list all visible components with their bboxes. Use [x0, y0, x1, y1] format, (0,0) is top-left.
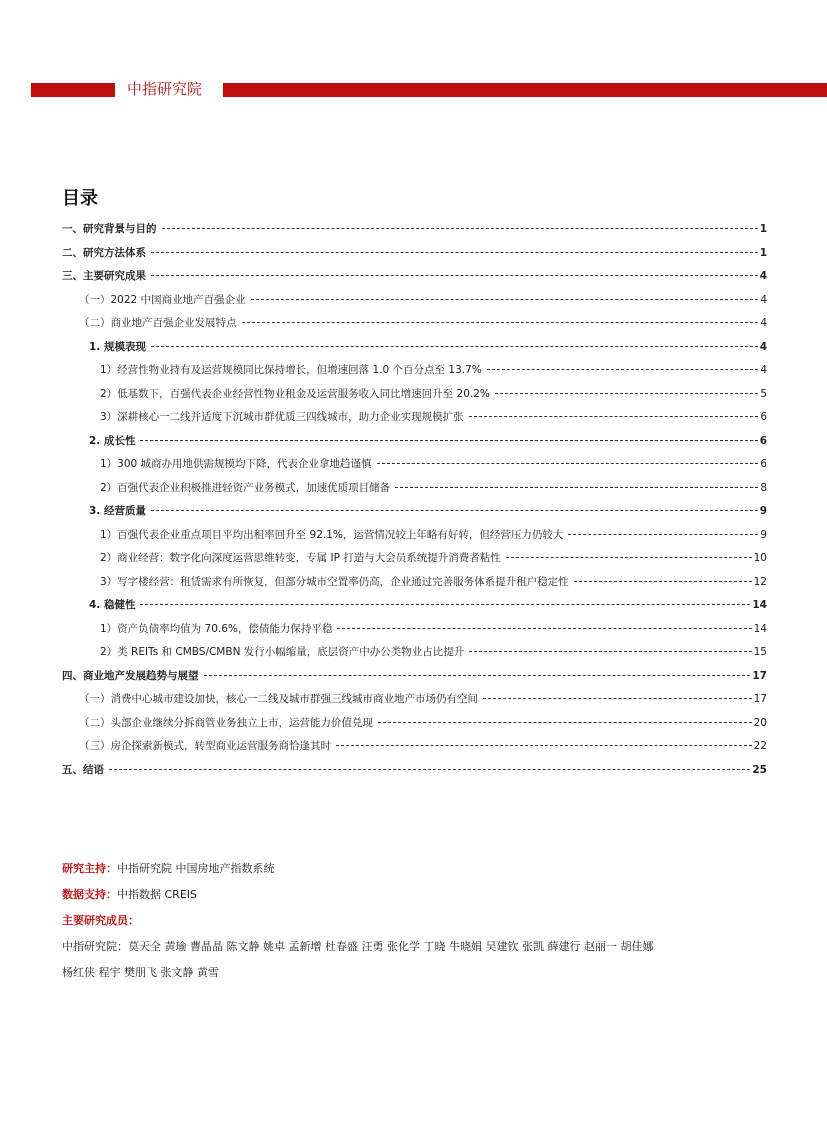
- toc-leader-dots: [151, 346, 758, 347]
- toc-leader-dots: [162, 228, 758, 229]
- page-header: [0, 80, 827, 98]
- toc-entry[interactable]: [62, 762, 767, 786]
- toc-entry[interactable]: [62, 644, 767, 668]
- members-line-2: 杨红侠 程宇 樊朋飞 张文静 黄雪: [62, 966, 219, 979]
- toc-entry[interactable]: [62, 292, 767, 316]
- toc-page-number: 4: [760, 293, 767, 306]
- toc-entry[interactable]: [62, 480, 767, 504]
- toc-leader-dots: [495, 393, 758, 394]
- research-host-value: 中指研究院 中国房地产指数系统: [117, 862, 275, 875]
- toc-entry-title: 3. 经营质量: [89, 505, 146, 517]
- toc-entry-title: 1）资产负债率均值为 70.6%，偿债能力保持平稳: [100, 622, 333, 635]
- credits-section: [62, 860, 772, 986]
- toc-leader-dots: [568, 534, 758, 535]
- toc-entry[interactable]: [62, 339, 767, 363]
- toc-entry-title: 1）经营性物业持有及运营规模同比保持增长，但增速回落 1.0 个百分点至 13.7%: [100, 364, 482, 376]
- members-label: 主要研究成员：: [62, 914, 139, 927]
- research-host-line: [62, 860, 772, 886]
- toc-entry-title: （一）2022 中国商业地产百强企业: [79, 293, 246, 306]
- toc-page-number: 14: [753, 622, 767, 635]
- toc-leader-dots: [151, 252, 758, 253]
- toc-leader-dots: [140, 604, 750, 605]
- toc-entry[interactable]: [62, 433, 767, 457]
- toc-leader-dots: [242, 322, 759, 323]
- toc-entry[interactable]: [62, 221, 767, 245]
- toc-leader-dots: [378, 722, 752, 723]
- toc-leader-dots: [506, 557, 752, 558]
- toc-entry[interactable]: [62, 550, 767, 574]
- toc-entry-title: 五、结语: [62, 763, 104, 776]
- toc-leader-dots: [204, 675, 751, 676]
- toc-leader-dots: [337, 628, 751, 629]
- toc-leader-dots: [140, 440, 757, 441]
- toc-page-number: 12: [753, 575, 767, 588]
- header-bar-left: [31, 83, 115, 97]
- data-support-value: 中指数据 CREIS: [117, 888, 197, 901]
- toc-page-number: 15: [753, 646, 767, 658]
- toc-entry-title: 2）低基数下，百强代表企业经营性物业租金及运营服务收入同比增速回升至 20.2%: [100, 387, 490, 400]
- toc-entry-title: （三）房企探索新模式，转型商业运营服务商恰逢其时: [79, 740, 331, 752]
- toc-page-number: 22: [753, 740, 767, 752]
- toc-entry-title: 2）商业经营：数字化向深度运营思维转变，专属 IP 打造与大会员系统提升消费者粘性: [100, 552, 501, 564]
- toc-entry[interactable]: [62, 527, 767, 551]
- toc-page-number: 4: [760, 317, 767, 329]
- toc-leader-dots: [469, 416, 759, 417]
- toc-entry[interactable]: [62, 503, 767, 527]
- toc-page-number: 14: [752, 599, 767, 611]
- toc-entry-title: 2）百强代表企业积极推进轻资产业务模式，加速优质项目储备: [100, 481, 391, 494]
- toc-entry-title: 一、研究背景与目的: [62, 223, 157, 235]
- toc-entry-title: 2）类 REITs 和 CMBS/CMBN 发行小幅缩量，底层资产中办公类物业占比提升: [100, 646, 465, 658]
- toc-entry[interactable]: [62, 362, 767, 386]
- toc-page-number: 4: [759, 340, 767, 353]
- toc-leader-dots: [151, 510, 758, 511]
- toc-page-number: 17: [752, 669, 767, 682]
- data-support-label: 数据支持：: [62, 888, 117, 901]
- toc-page-number: 17: [753, 693, 767, 705]
- toc-leader-dots: [483, 698, 752, 699]
- toc-entry[interactable]: [62, 386, 767, 410]
- toc-leader-dots: [336, 745, 752, 746]
- brand-name: 中指研究院: [127, 80, 203, 98]
- toc-page-number: 20: [753, 716, 767, 729]
- toc-entry-title: 3）深耕核心一二线并适度下沉城市群优质三四线城市，助力企业实现规模扩张: [100, 411, 464, 423]
- toc-entry[interactable]: [62, 315, 767, 339]
- toc-entry-title: 4. 稳健性: [89, 599, 136, 611]
- toc-page-number: 1: [759, 246, 767, 259]
- toc-entry[interactable]: [62, 245, 767, 269]
- toc-page-number: 9: [759, 505, 767, 517]
- toc-entry[interactable]: [62, 409, 767, 433]
- toc-page-number: 1: [759, 223, 767, 235]
- toc-page-number: 6: [760, 411, 767, 423]
- toc-entry-title: （一）消费中心城市建设加快，核心一二线及城市群强三线城市商业地产市场仍有空间: [79, 693, 478, 705]
- members-line-1: 中指研究院：莫天全 黄瑜 曹晶晶 陈文静 姚卓 孟新增 杜春盛 汪勇 张化学 丁晓 牛晓娟 吴建钦 张凯 薛建行 赵丽一 胡佳娜: [62, 940, 654, 953]
- table-of-contents: [62, 221, 767, 785]
- toc-page-number: 8: [760, 481, 767, 494]
- toc-page-number: 25: [752, 763, 767, 776]
- toc-title: 目录: [62, 188, 98, 209]
- toc-leader-dots: [574, 581, 752, 582]
- toc-entry-title: （二）商业地产百强企业发展特点: [79, 317, 237, 329]
- toc-entry[interactable]: [62, 456, 767, 480]
- toc-leader-dots: [109, 769, 750, 770]
- toc-entry-title: 1. 规模表现: [89, 340, 146, 353]
- members-list: [62, 934, 772, 986]
- toc-entry-title: 2. 成长性: [89, 434, 136, 447]
- toc-page-number: 6: [760, 458, 767, 470]
- toc-entry[interactable]: [62, 691, 767, 715]
- toc-leader-dots: [251, 299, 759, 300]
- toc-page-number: 4: [759, 270, 767, 282]
- toc-page-number: 10: [753, 552, 767, 564]
- toc-page-number: 4: [760, 364, 767, 376]
- toc-entry-title: 1）300 城商办用地供需规模均下降，代表企业拿地趋谨慎: [100, 458, 372, 470]
- toc-entry-title: 二、研究方法体系: [62, 246, 146, 259]
- header-bar-right: [223, 83, 827, 97]
- toc-page-number: 9: [760, 528, 767, 541]
- toc-leader-dots: [395, 487, 758, 488]
- toc-entry[interactable]: [62, 738, 767, 762]
- toc-entry[interactable]: [62, 668, 767, 692]
- toc-leader-dots: [487, 369, 759, 370]
- toc-page-number: 5: [760, 387, 767, 400]
- toc-page-number: 6: [759, 434, 767, 447]
- toc-leader-dots: [469, 651, 751, 652]
- toc-entry-title: 1）百强代表企业重点项目平均出租率回升至 92.1%，运营情况较上年略有好转，但经营压力仍较大: [100, 528, 564, 541]
- toc-entry-title: 3）写字楼经营：租赁需求有所恢复，但部分城市空置率仍高，企业通过完善服务体系提升租户稳定性: [100, 575, 569, 588]
- toc-entry[interactable]: [62, 574, 767, 598]
- toc-entry-title: 三、主要研究成果: [62, 270, 146, 282]
- data-support-line: [62, 886, 772, 912]
- toc-leader-dots: [377, 463, 759, 464]
- toc-entry-title: （二）头部企业继续分拆商管业务独立上市，运营能力价值兑现: [79, 716, 373, 729]
- toc-entry[interactable]: [62, 621, 767, 645]
- toc-leader-dots: [151, 275, 758, 276]
- toc-entry[interactable]: [62, 597, 767, 621]
- research-host-label: 研究主持：: [62, 862, 117, 875]
- toc-entry[interactable]: [62, 715, 767, 739]
- toc-entry-title: 四、商业地产发展趋势与展望: [62, 669, 199, 682]
- toc-entry[interactable]: [62, 268, 767, 292]
